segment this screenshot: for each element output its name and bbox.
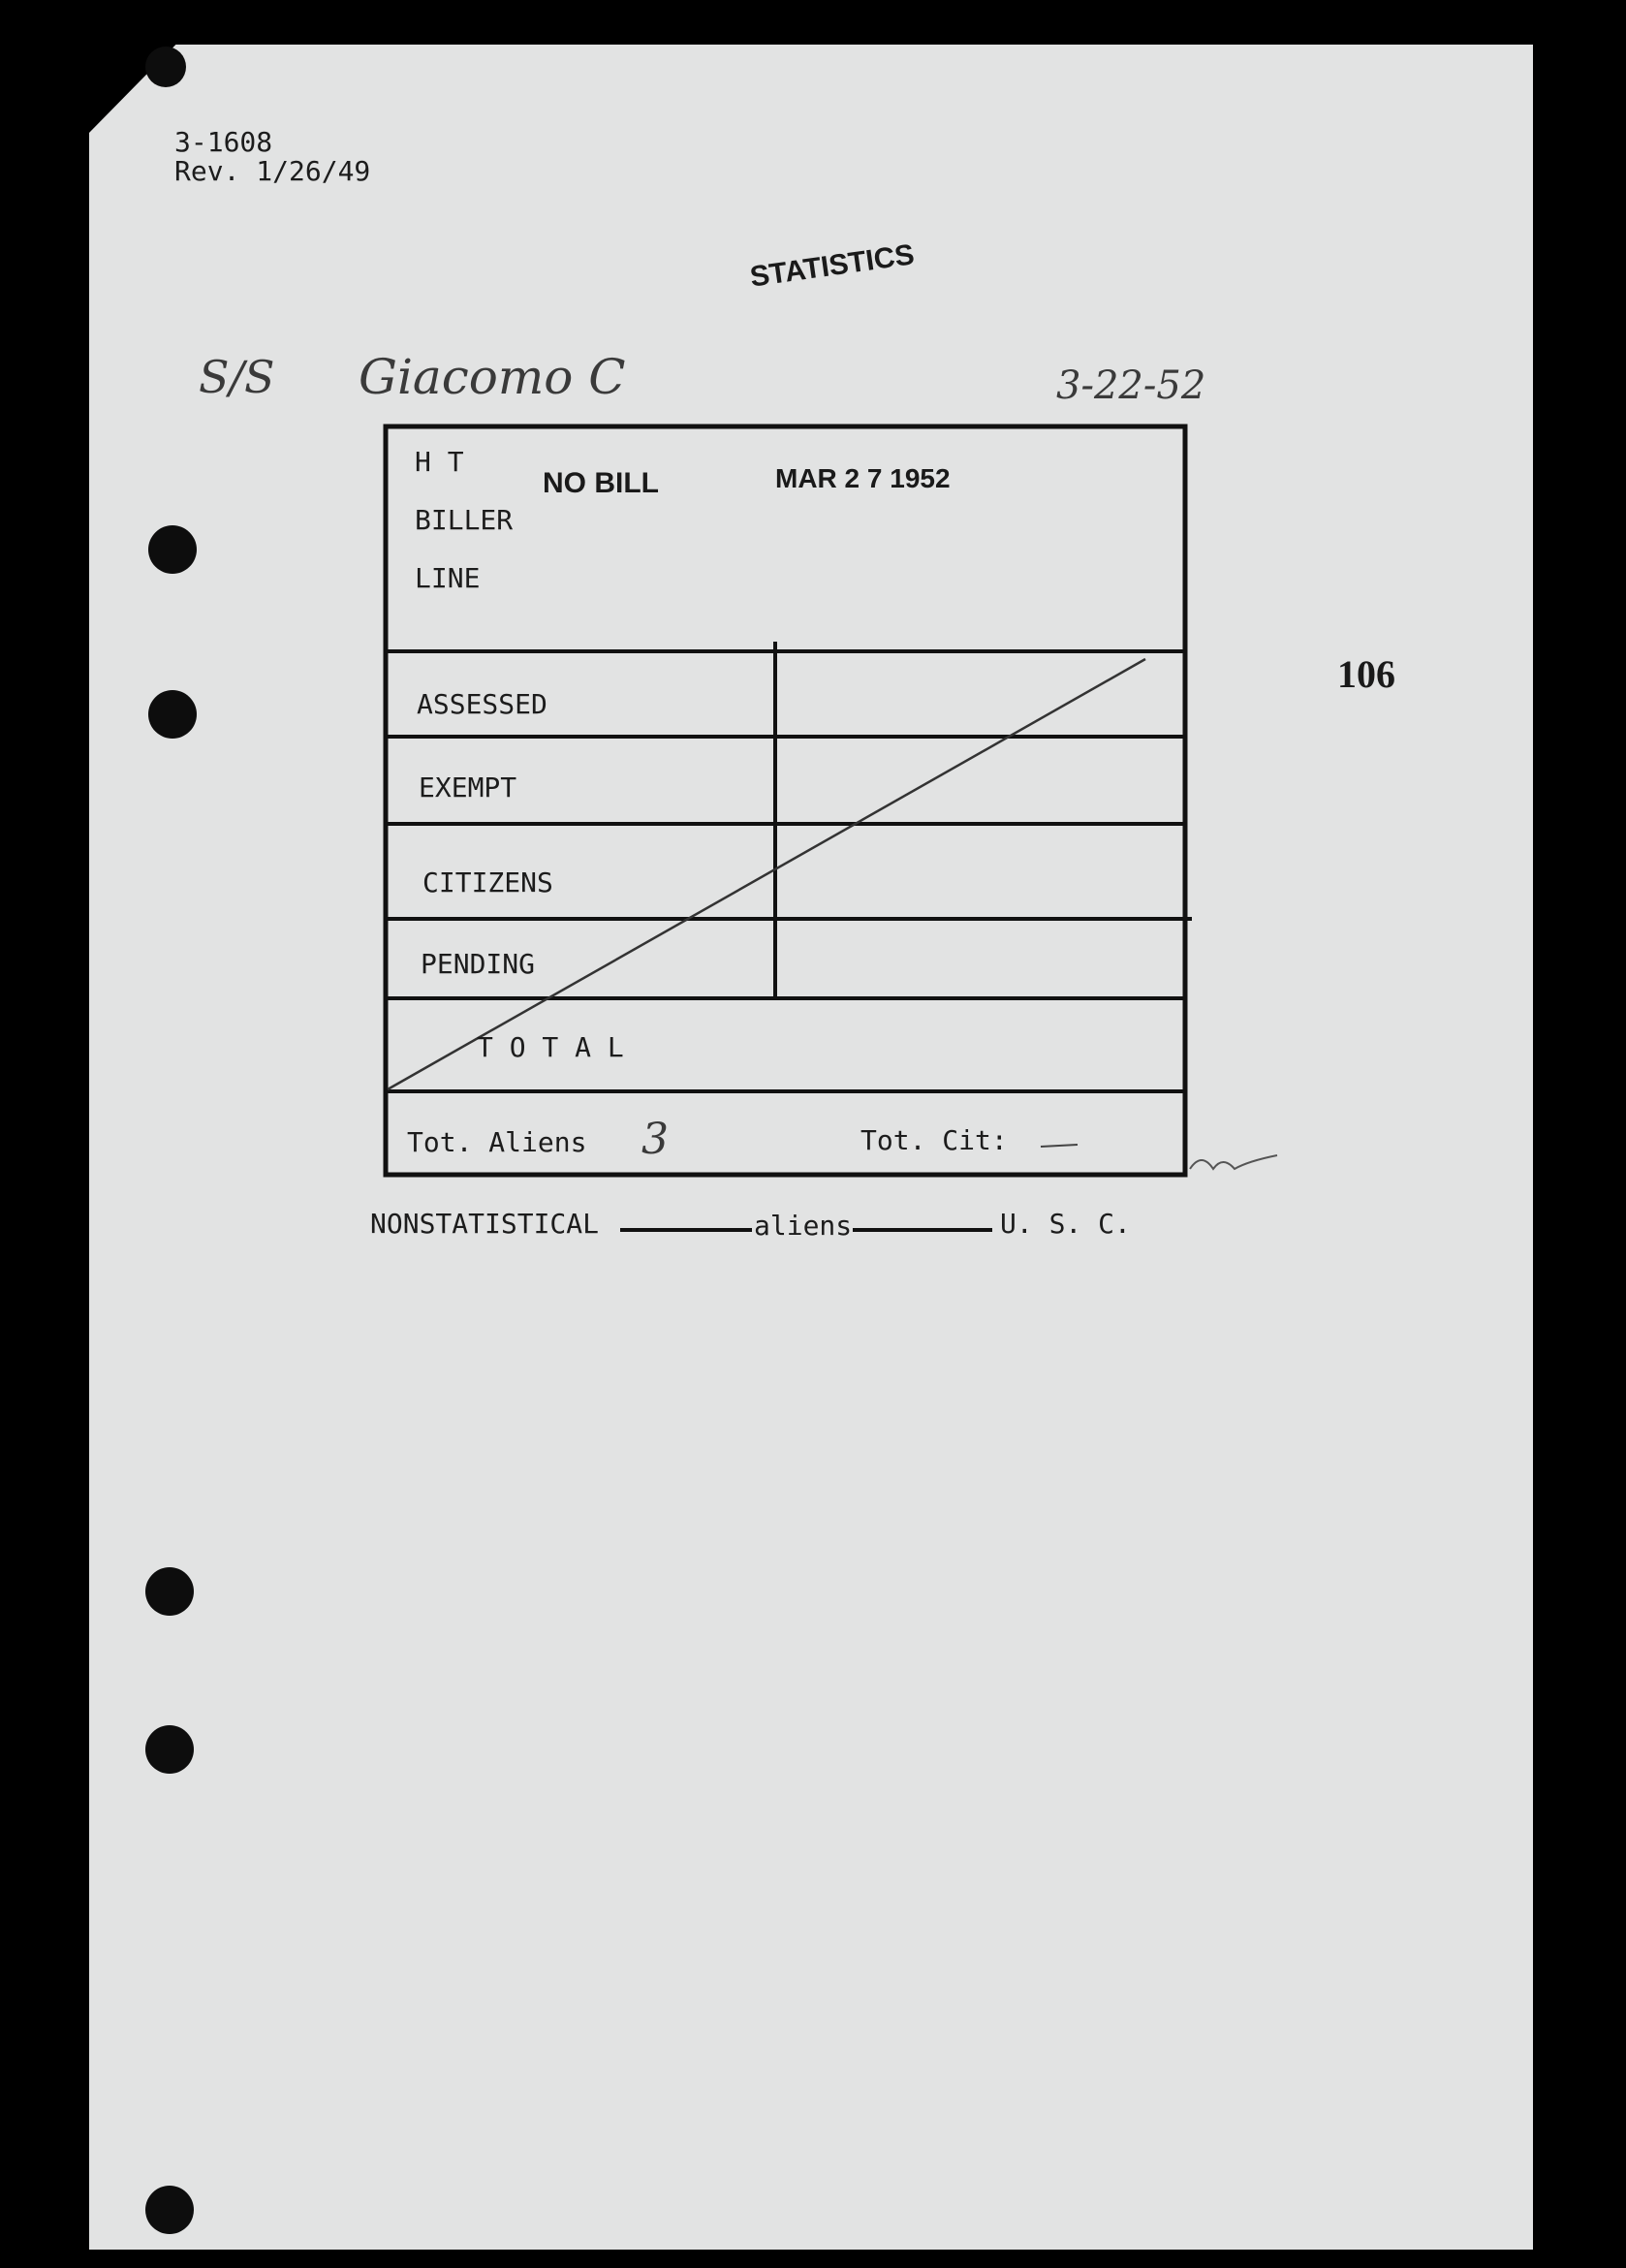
form-revision: Rev. 1/26/49 <box>174 155 371 187</box>
line-label: LINE <box>415 562 481 594</box>
nonstatistical-usc: U. S. C. <box>1000 1208 1131 1240</box>
total-label: T O T A L <box>477 1031 624 1063</box>
tot-aliens-label: Tot. Aliens <box>407 1126 587 1158</box>
vessel-name: Giacomo C <box>359 349 626 405</box>
row-label-assessed: ASSESSED <box>417 688 547 720</box>
vessel-date: 3-22-52 <box>1056 363 1206 408</box>
form-number: 3-1608 <box>174 126 273 158</box>
row-label-citizens: CITIZENS <box>422 866 553 898</box>
statistics-stamp: STATISTICS <box>748 238 917 294</box>
no-bill-stamp: NO BILL <box>543 467 659 499</box>
tot-cit-value <box>1047 1122 1063 1154</box>
page-number: 106 <box>1337 652 1395 696</box>
nonstatistical-aliens: aliens <box>754 1210 853 1242</box>
tot-cit-label: Tot. Cit: <box>860 1124 1008 1156</box>
nonstatistical-label: NONSTATISTICAL <box>370 1208 600 1240</box>
row-label-exempt: EXEMPT <box>419 772 517 803</box>
tot-aliens-value: 3 <box>641 1115 669 1164</box>
ht-label: H T <box>415 446 464 478</box>
row-label-pending: PENDING <box>421 948 536 980</box>
biller-label: BILLER <box>415 504 514 536</box>
date-stamp: MAR 2 7 1952 <box>775 463 951 493</box>
vessel-prefix: S/S <box>199 351 275 403</box>
